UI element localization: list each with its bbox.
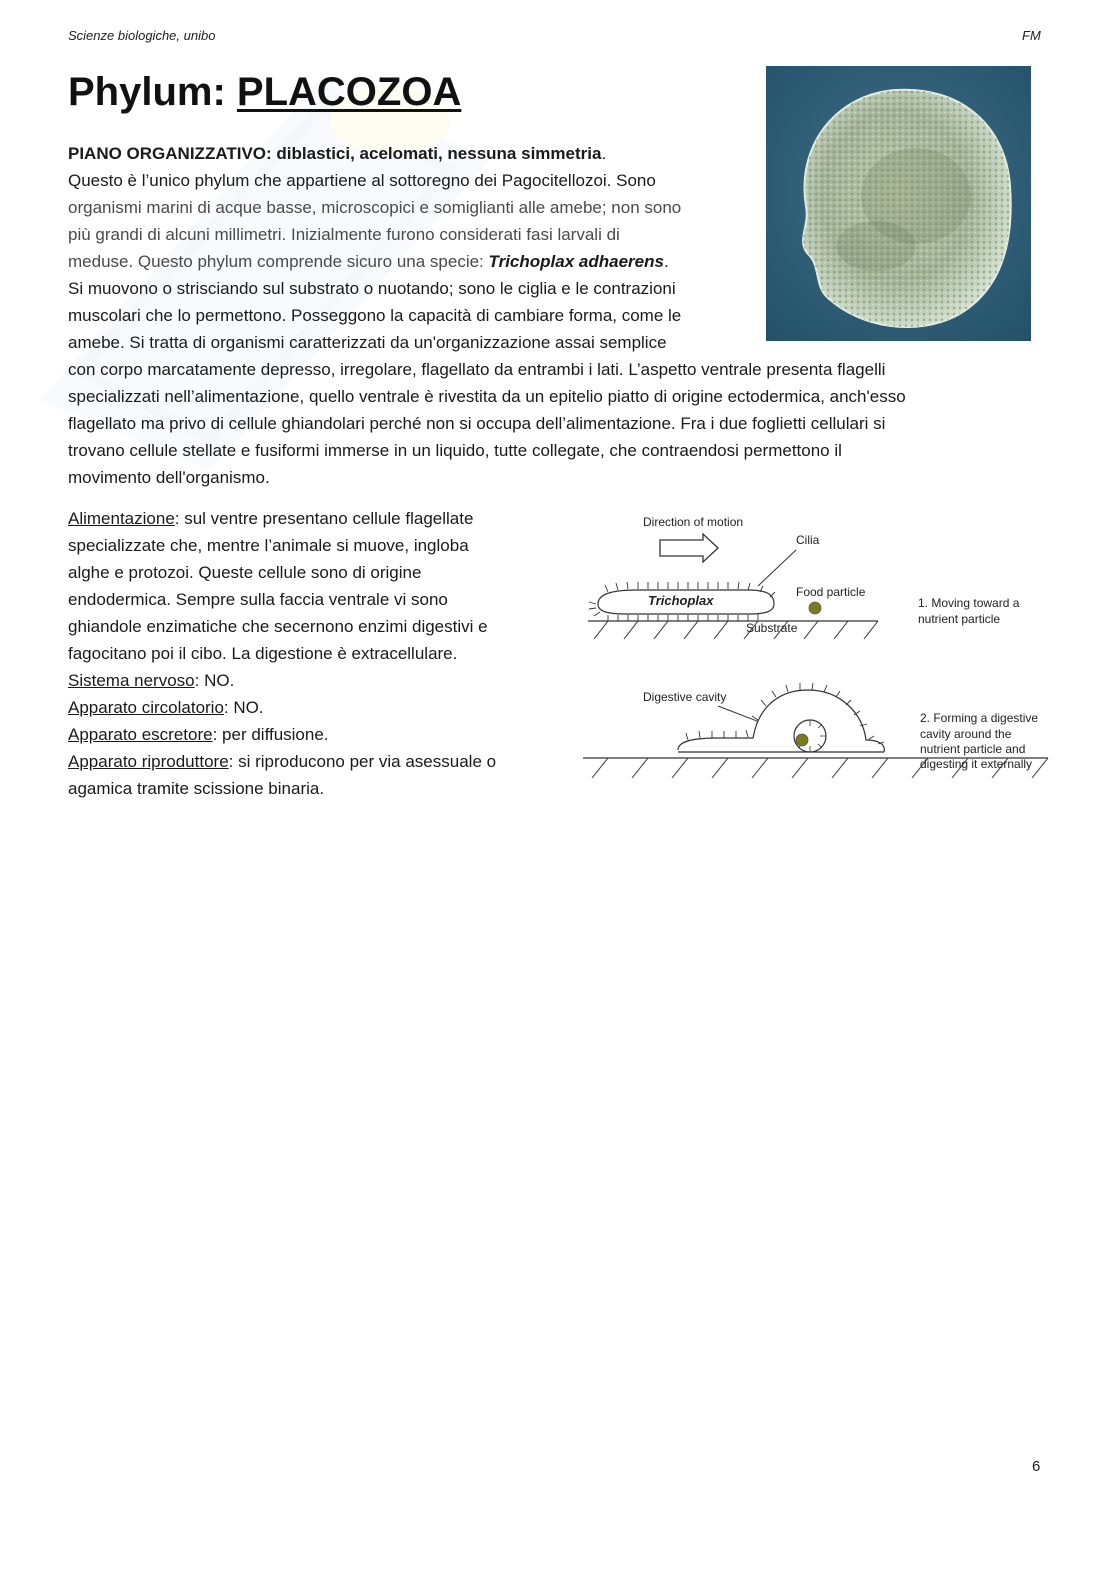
circolatorio-label: Apparato circolatorio <box>68 698 224 717</box>
escretore-value: : per diffusione. <box>212 725 329 744</box>
page-number: 6 <box>1032 1458 1041 1475</box>
intro-lead-text: diblastici, acelomati, nessuna simmetria <box>271 144 602 163</box>
escretore-line <box>68 721 568 748</box>
label-direction: Direction of motion <box>643 515 744 529</box>
intro-line: con corpo marcatamente depresso, irregolare, flagellato da entrambi i lati. L’aspetto ventrale presenta flagelli <box>68 360 886 379</box>
intro-line: specializzati nell’alimentazione, quello ventrale è rivestita da un epitelio piatto di origine ectodermica, anch'esso <box>68 387 906 406</box>
intro-line: amebe. Si tratta di organismi caratterizzati da un'organizzazione assai semplice <box>68 333 667 352</box>
systems-section <box>68 505 568 802</box>
intro-line: movimento dell'organismo. <box>68 468 270 487</box>
nervoso-value: : NO. <box>194 671 235 690</box>
step2-line-d: digesting it externally <box>920 757 1033 771</box>
intro-line: muscolari che lo permettono. Posseggono la capacità di cambiare forma, come le <box>68 306 682 325</box>
intro-lead-label: PIANO ORGANIZZATIVO: <box>68 144 272 163</box>
alimentazione-line <box>68 505 568 532</box>
header-left: Scienze biologiche, unibo <box>68 28 216 43</box>
label-substrate: Substrate <box>746 621 798 635</box>
riproduttore-value: : si riproducono per via asessuale o <box>228 752 497 771</box>
title-prefix: Phylum: <box>68 70 237 114</box>
alimentazione-line: specializzate che, mentre l’animale si muove, ingloba <box>68 536 469 555</box>
intro-lead-line <box>68 140 1068 167</box>
direction-arrow-icon <box>660 534 718 562</box>
label-cilia: Cilia <box>796 533 820 547</box>
intro-line: Si muovono o strisciando sul substrato o nuotando; sono le ciglia e le contrazioni <box>68 279 676 298</box>
nervoso-label: Sistema nervoso <box>68 671 195 690</box>
intro-line: flagellato ma privo di cellule ghiandolari perché non si occupa dell’alimentazione. Fra i due foglietti cellulari si <box>68 414 886 433</box>
escretore-label: Apparato escretore <box>68 725 213 744</box>
substrate-hatching <box>594 621 878 639</box>
engulfed-food-icon <box>796 734 808 746</box>
riproduttore-label: Apparato riproduttore <box>68 752 229 771</box>
nervoso-line <box>68 667 568 694</box>
alimentazione-line: ghiandole enzimatiche che secernono enzimi digestivi e <box>68 617 488 636</box>
title-phylum: PLACOZOA <box>236 70 462 114</box>
alimentazione-line: alghe e protozoi. Queste cellule sono di origine <box>68 563 422 582</box>
page-title <box>68 70 461 115</box>
intro-species-line <box>68 248 1068 275</box>
label-cavity: Digestive cavity <box>643 690 727 704</box>
species-line-before: meduse. Questo phylum comprende sicuro una specie: <box>68 252 489 271</box>
header-right: FM <box>1022 28 1041 43</box>
riproduttore-line <box>68 748 568 775</box>
label-trichoplax: Trichoplax <box>648 593 714 608</box>
alimentazione-text: : sul ventre presentano cellule flagellate <box>174 509 474 528</box>
step2-line-a: 2. Forming a digestive <box>920 711 1039 725</box>
alimentazione-label: Alimentazione <box>68 509 175 528</box>
species-line-after: . <box>663 252 669 271</box>
step2-line-c: nutrient particle and <box>920 742 1026 756</box>
step1-line-b: nutrient particle <box>918 612 1001 626</box>
riproduttore-line: agamica tramite scissione binaria. <box>68 779 325 798</box>
intro-lead-end: . <box>601 144 607 163</box>
intro-line: Questo è l’unico phylum che appartiene al sottoregno dei Pagocitellozoi. Sono <box>68 171 656 190</box>
step2-line-b: cavity around the <box>920 727 1012 741</box>
species-name: Trichoplax adhaerens <box>488 252 664 271</box>
intro-line: trovano cellule stellate e fusiformi immerse in un liquido, tutte collegate, che contraendosi permettono il <box>68 441 842 460</box>
intro-line: più grandi di alcuni millimetri. Inizialmente furono considerati fasi larvali di <box>68 225 620 244</box>
intro-line: organismi marini di acque basse, microscopici e somiglianti alle amebe; non sono <box>68 198 682 217</box>
feeding-diagram <box>578 508 1058 798</box>
label-food: Food particle <box>796 585 866 599</box>
alimentazione-line: endodermica. Sempre sulla faccia ventrale vi sono <box>68 590 448 609</box>
circolatorio-line <box>68 694 568 721</box>
alimentazione-line: fagocitano poi il cibo. La digestione è extracellulare. <box>68 644 458 663</box>
circolatorio-value: : NO. <box>223 698 264 717</box>
food-particle-icon <box>809 602 821 614</box>
intro-section <box>68 140 1068 491</box>
step1-line-a: 1. Moving toward a <box>918 596 1020 610</box>
cilia-pointer <box>758 550 796 586</box>
